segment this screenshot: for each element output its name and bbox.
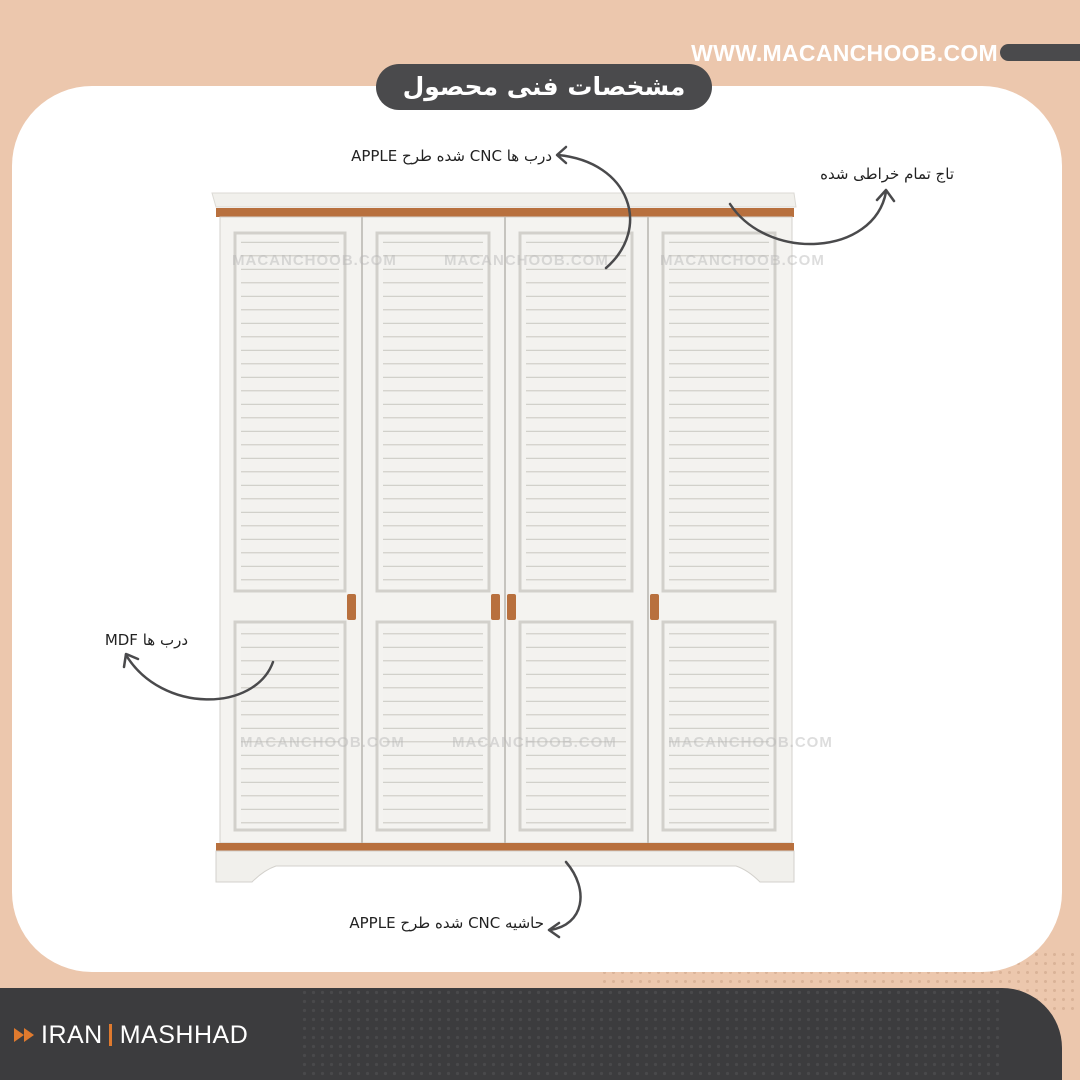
- annotation-doors-cnc: درب ها CNC شده طرح APPLE: [351, 147, 552, 165]
- website-url[interactable]: WWW.MACANCHOOB.COM: [691, 40, 998, 66]
- arrow-icon: [550, 862, 581, 930]
- annotation-border-cnc: حاشیه CNC شده طرح APPLE: [349, 914, 544, 932]
- watermark: MACANCHOOB.COM: [660, 252, 825, 269]
- watermark: MACANCHOOB.COM: [232, 252, 397, 269]
- watermark: MACANCHOOB.COM: [444, 252, 609, 269]
- annotation-crown: تاج تمام خراطی شده: [820, 165, 954, 183]
- arrow-icon: [730, 192, 886, 244]
- watermark: MACANCHOOB.COM: [452, 734, 617, 751]
- watermark: MACANCHOOB.COM: [668, 734, 833, 751]
- arrow-icon: [558, 155, 630, 268]
- arrow-icon: [126, 655, 273, 699]
- location-city: MASHHAD: [119, 1021, 249, 1049]
- location-country: IRAN: [41, 1021, 103, 1049]
- annotation-doors-mdf: درب ها MDF: [104, 631, 188, 649]
- double-play-icon: [14, 1028, 36, 1042]
- location-separator: [109, 1024, 112, 1046]
- location: [14, 1020, 248, 1050]
- watermark: MACANCHOOB.COM: [240, 734, 405, 751]
- page-title: مشخصات فنی محصول: [376, 64, 712, 110]
- footer-dot-pattern: [300, 988, 1000, 1080]
